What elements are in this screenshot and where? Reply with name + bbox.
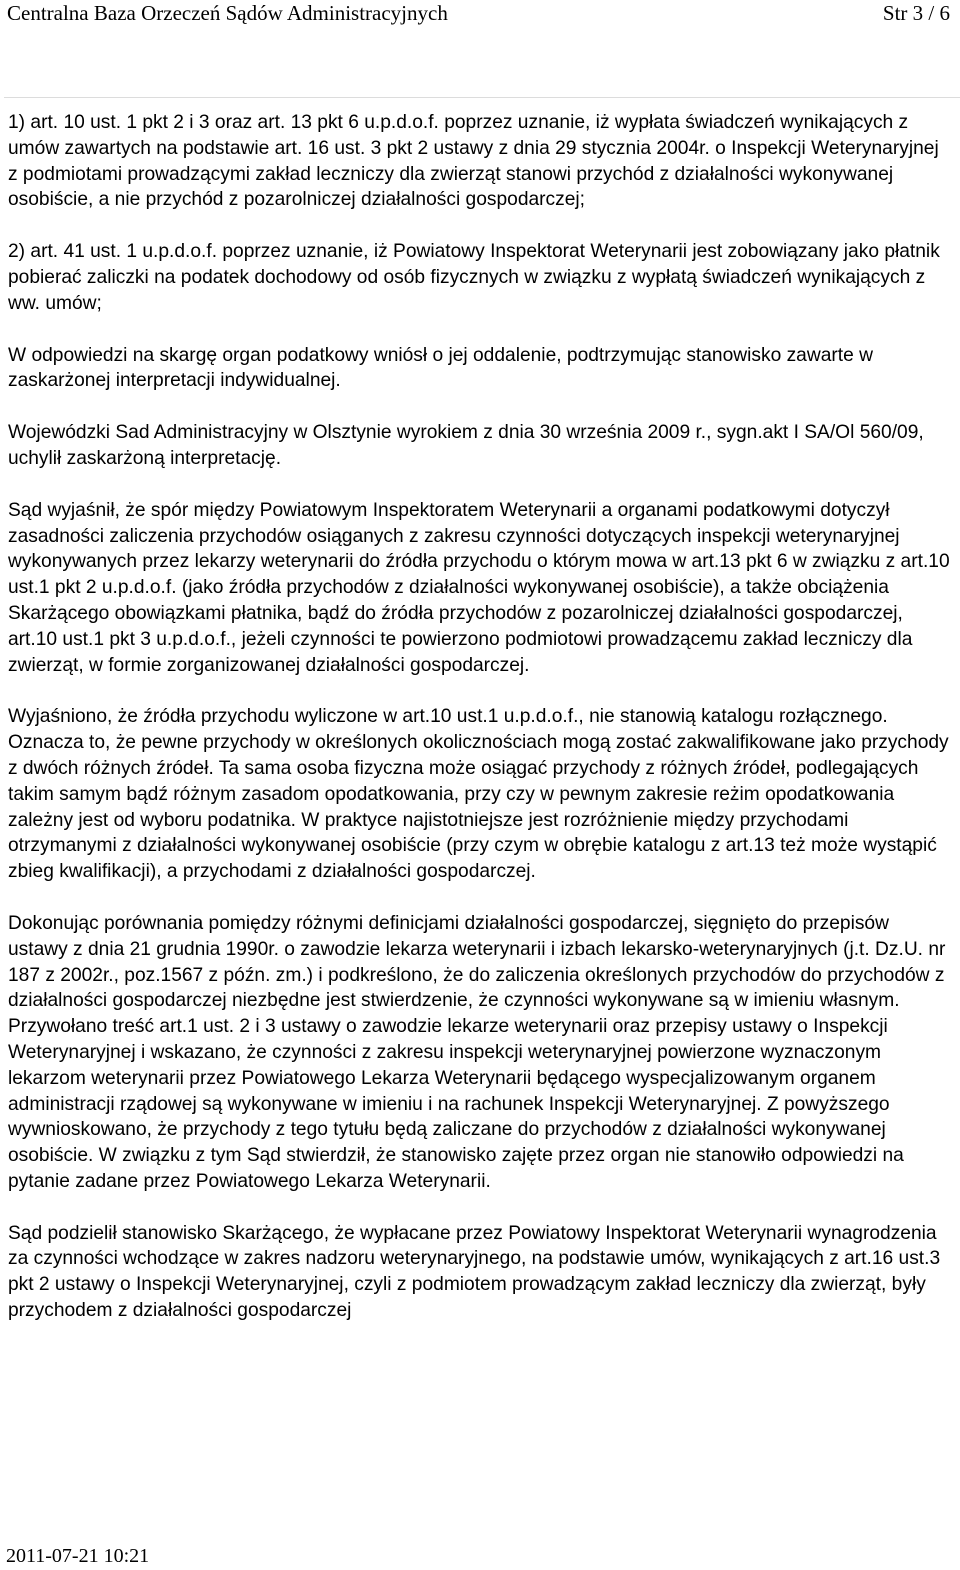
page-header — [0, 0, 960, 32]
paragraph-point-2: 2) art. 41 ust. 1 u.p.d.o.f. poprzez uznanie, iż Powiatowy Inspektorat Weterynarii jest zobowiązany jako płatnik pobierać zaliczki na podatek dochodowy od osób fizycznych w związku z wypłatą świadczeń wynikających z ww. umów; — [8, 241, 940, 314]
paragraph-income-sources: Wyjaśniono, że źródła przychodu wyliczone w art.10 ust.1 u.p.d.o.f., nie stanowią katalogu rozłącznego. Oznacza to, że pewne przychody w określonych okolicznościach mogą zostać zakwalifikowane jako przychody z dwóch różnych źródeł. Ta sama osoba fizyczna może osiągać przychody z różnych źródeł, podlegających takim samym bądź różnym zasadom opodatkowania, przy czy w pewnym zakresie reżim opodatkowania zależny jest od wyboru podatnika. W praktyce najistotniejsze jest rozróżnienie między przychodami otrzymanymi z działalności wykonywanej osobiście (przy czym w obrębie katalogu z art.13 też może wystąpić zbieg kwalifikacji), a przychodami z działalności gospodarczej. — [8, 706, 949, 883]
paragraph-court-position: Sąd podzielił stanowisko Skarżącego, że wypłacane przez Powiatowy Inspektorat Weterynarii wynagrodzenia za czynności wchodzące w zakres nadzoru weterynaryjnego, na podstawie umów, wynikających z art.16 ust.3 pkt 2 ustawy o Inspekcji Weterynaryjnej, czyli z podmiotem prowadzącym zakład leczniczy dla zwierząt, były przychodem z działalności gospodarczej — [8, 1222, 941, 1322]
header-divider — [4, 97, 960, 98]
document-source-title: Centralna Baza Orzeczeń Sądów Administracyjnych — [7, 1, 448, 25]
paragraph-comparison: Dokonując porównania pomiędzy różnymi definicjami działalności gospodarczej, sięgnięto do przepisów ustawy z dnia 21 grudnia 1990r. o zawodzie lekarza weterynarii i izbach lekarsko-weterynaryjnych (j.t. Dz.U. nr 187 z 2002r., poz.1567 z późn. zm.) i podkreślono, że do zaliczenia określonych przychodów do przychodów z działalności gospodarczej niezbędne jest stwierdzenie, że czynności wykonywane są w imieniu własnym. Przywołano treść art.1 ust. 2 i 3 ustawy o zawodzie lekarze weterynarii oraz przepisy ustawy o Inspekcji Weterynaryjnej i wskazano, że czynności z zakresu inspekcji weterynaryjnej powierzone wyznaczonym lekarzom weterynarii przez Powiatowego Lekarza Weterynarii będącego wyspecjalizowanym organem administracji rządowej są wykonywane w imieniu i na rachunek Inspekcji Weterynaryjnej. Z powyższego wywnioskowano, że przychody z tego tytułu będą zaliczane do przychodów z działalności wykonywanej osobiście. W związku z tym Sąd stwierdził, że stanowisko zajęte przez organ nie stanowiło odpowiedzi na pytanie zadane przez Powiatowego Lekarza Weterynarii. — [8, 912, 946, 1192]
paragraph-response: W odpowiedzi na skargę organ podatkowy wniósł o jej oddalenie, podtrzymując stanowisko zawarte w zaskarżonej interpretacji indywidualnej. — [8, 344, 873, 392]
print-timestamp: 2011-07-21 10:21 — [6, 1545, 150, 1567]
paragraph-court-explanation: Sąd wyjaśnił, że spór między Powiatowym Inspektoratem Weterynarii a organami podatkowymi dotyczył zasadności zaliczenia przychodów osiąganych z zakresu czynności dotyczących inspekcji weterynaryjnej wykonywanych przez lekarzy weterynarii do źródła przychodu o którym mowa w art.13 pkt 6 w związku z art.10 ust.1 pkt 2 u.p.d.o.f. (jako źródła przychodów z działalności wykonywanej osobiście), a także obciążenia Skarżącego obowiązkami płatnika, bądź do źródła przychodów z pozarolniczej działalności gospodarczej, art.10 ust.1 pkt 3 u.p.d.o.f., jeżeli czynności te powierzono podmiotowi prowadzącemu zakład leczniczy dla zwierząt, w formie zorganizowanej działalności gospodarczej. — [8, 499, 950, 676]
paragraph-judgment: Wojewódzki Sad Administracyjny w Olsztynie wyrokiem z dnia 30 września 2009 r., sygn.akt I SA/Ol 560/09, uchylił zaskarżoną interpretację. — [8, 422, 924, 469]
document-body — [8, 110, 952, 1350]
page-number: Str 3 / 6 — [882, 1, 950, 25]
paragraph-point-1: 1) art. 10 ust. 1 pkt 2 i 3 oraz art. 13 pkt 6 u.p.d.o.f. poprzez uznanie, iż wypłata świadczeń wynikających z umów zawartych na podstawie art. 16 ust. 3 pkt 2 ustawy z dnia 29 stycznia 2004r. o Inspekcji Weterynaryjnej z podmiotami prowadzącymi zakład leczniczy dla zwierząt stanowi przychód z działalności wykonywanej osobiście, a nie przychód z pozarolniczej działalności gospodarczej; — [8, 112, 939, 211]
